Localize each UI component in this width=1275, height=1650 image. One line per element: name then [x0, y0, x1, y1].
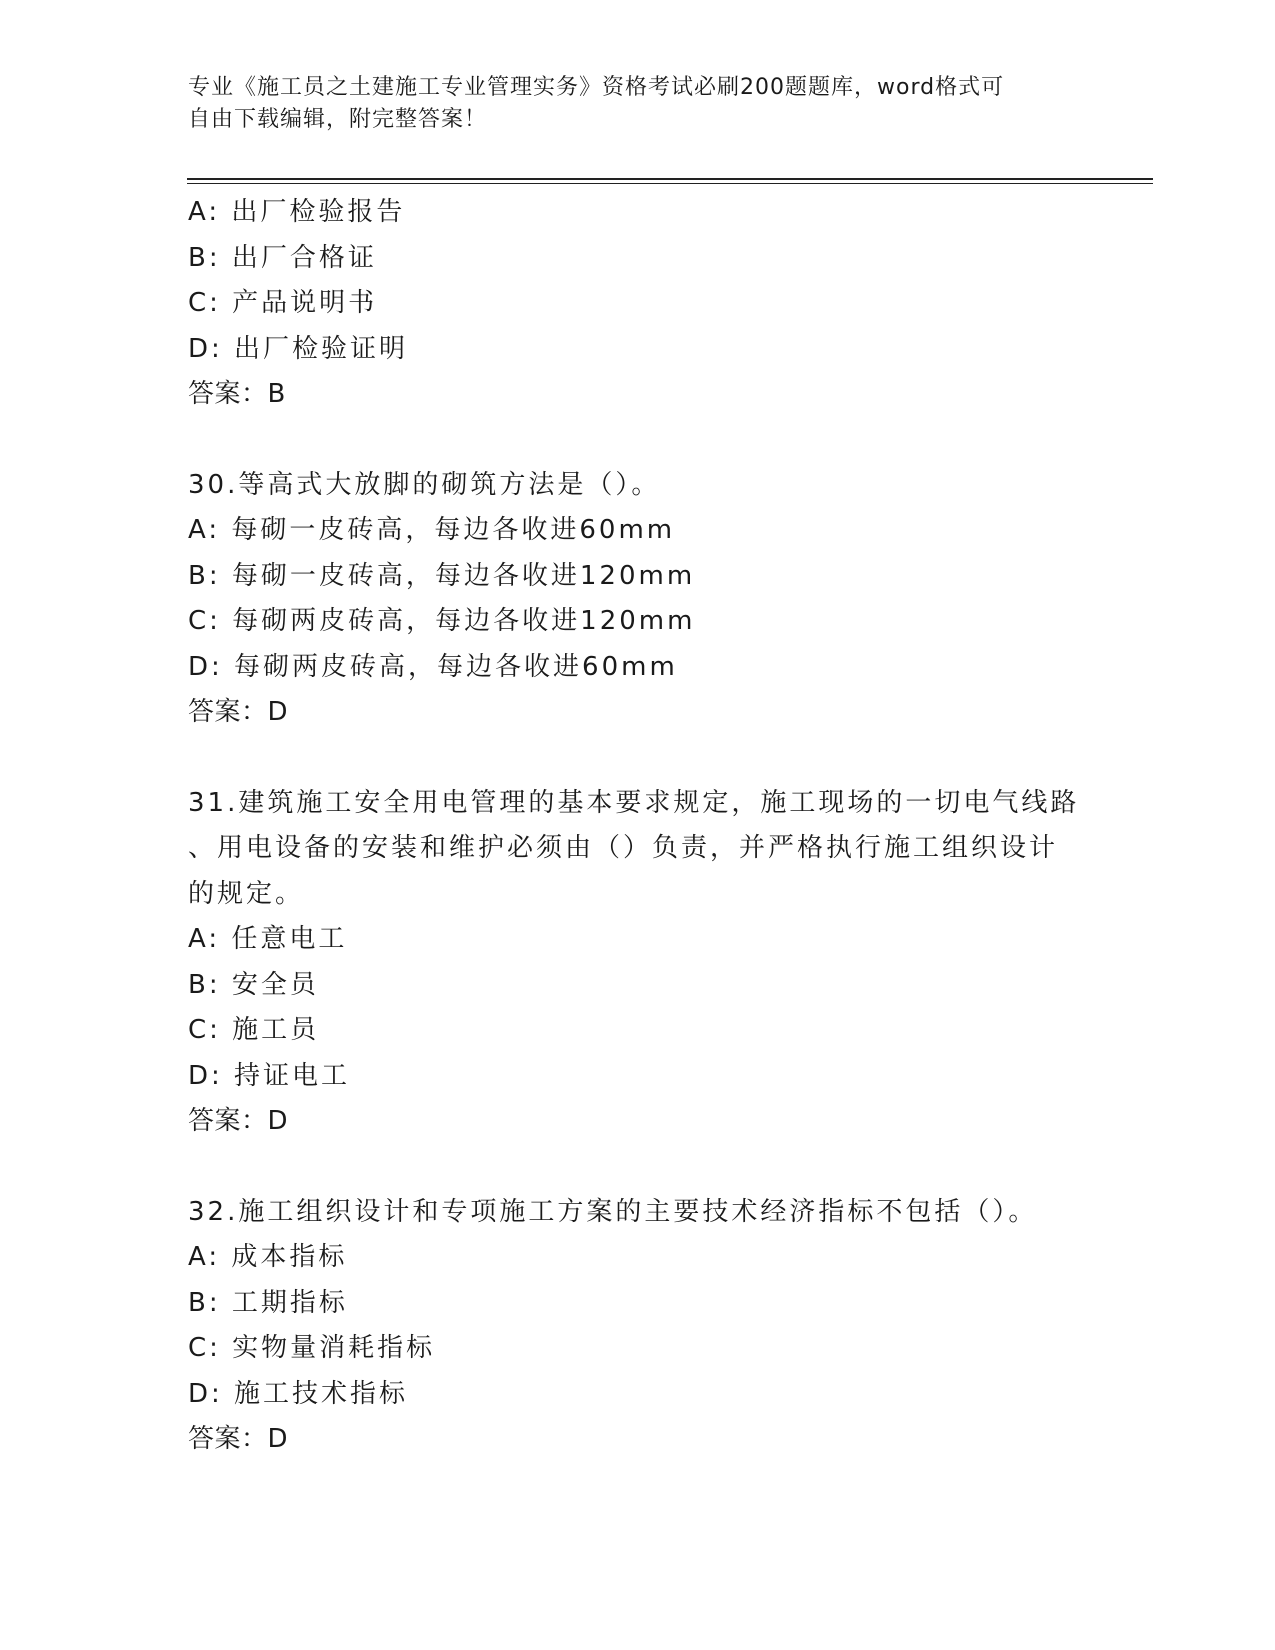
question-29-continued — [188, 190, 1088, 418]
header-divider-thin — [187, 183, 1153, 184]
answer-line: 答案：D — [188, 697, 289, 727]
option-b: B: 出厂合格证 — [188, 242, 377, 273]
question-30 — [188, 463, 1088, 736]
question-stem: 30.等高式大放脚的砌筑方法是（）。 — [188, 469, 661, 500]
question-stem: 32.施工组织设计和专项施工方案的主要技术经济指标不包括（）。 — [188, 1196, 1038, 1227]
option-a: A: 任意电工 — [188, 924, 348, 954]
answer-line: 答案：D — [188, 1106, 289, 1136]
question-31 — [188, 781, 1088, 1145]
question-stem-line-2: 、用电设备的安装和维护必须由（）负责，并严格执行施工组织设计 — [188, 833, 1059, 863]
option-d: D: 每砌两皮砖高，每边各收进60mm — [188, 651, 678, 682]
option-c: C: 施工员 — [188, 1015, 320, 1045]
option-c: C: 实物量消耗指标 — [188, 1333, 436, 1363]
option-b: B: 安全员 — [188, 969, 319, 1000]
answer-line: 答案：D — [188, 1424, 289, 1454]
spacer — [188, 418, 1088, 463]
question-list — [188, 190, 1088, 1463]
option-d: D: 出厂检验证明 — [188, 333, 409, 364]
option-a: A: 出厂检验报告 — [188, 197, 406, 227]
question-stem-line-3: 的规定。 — [188, 878, 305, 909]
answer-line: 答案：B — [188, 379, 286, 409]
header-title-line-1: 专业《施工员之土建施工专业管理实务》资格考试必刷200题题库，word格式可 — [188, 75, 1005, 100]
option-d: D: 持证电工 — [188, 1060, 351, 1091]
option-c: C: 产品说明书 — [188, 288, 378, 318]
option-c: C: 每砌两皮砖高，每边各收进120mm — [188, 606, 696, 636]
option-d: D: 施工技术指标 — [188, 1378, 409, 1409]
header-divider-thick — [187, 178, 1153, 180]
question-32 — [188, 1190, 1088, 1463]
option-a: A: 每砌一皮砖高，每边各收进60mm — [188, 515, 676, 545]
spacer — [188, 736, 1088, 781]
option-b: B: 每砌一皮砖高，每边各收进120mm — [188, 560, 696, 591]
document-header — [188, 72, 1068, 136]
spacer — [188, 1145, 1088, 1190]
option-b: B: 工期指标 — [188, 1287, 348, 1318]
header-title-line-2: 自由下载编辑，附完整答案！ — [188, 107, 488, 132]
question-stem-line-1: 31.建筑施工安全用电管理的基本要求规定，施工现场的一切电气线路 — [188, 787, 1080, 818]
option-a: A: 成本指标 — [188, 1242, 348, 1272]
